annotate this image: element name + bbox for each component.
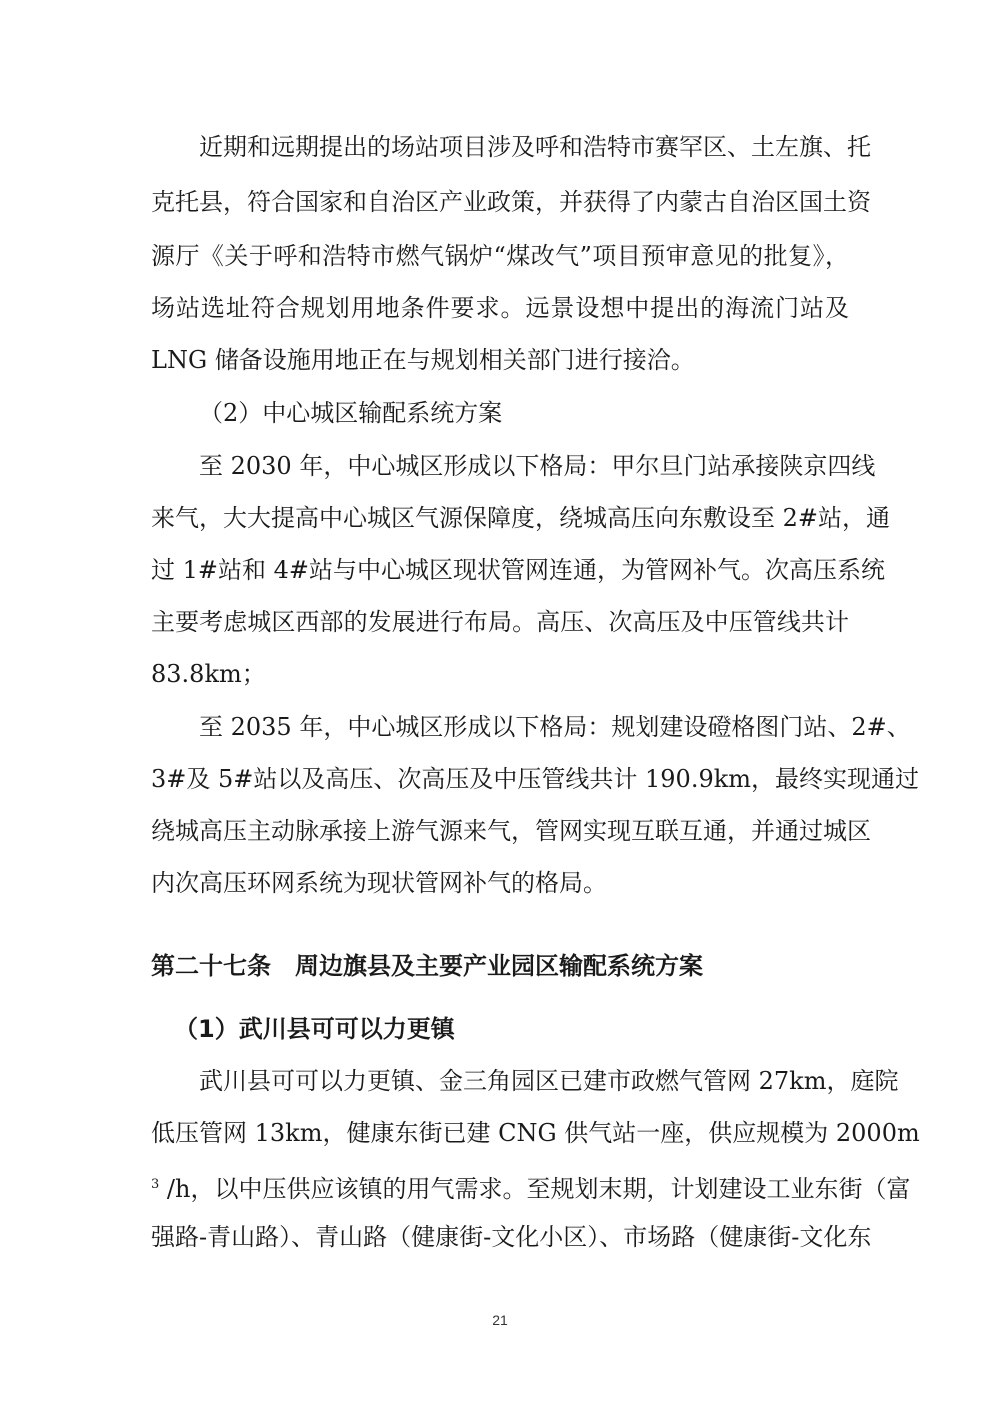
line-text: /h，以中压供应该镇的用气需求。至规划末期，计划建设工业东街（富 xyxy=(159,1175,911,1203)
paragraph-line: LNG 储备设施用地正在与规划相关部门进行接洽。 xyxy=(151,346,695,374)
paragraph-line: 至 2030 年，中心城区形成以下格局：甲尔旦门站承接陕京四线 xyxy=(199,452,876,480)
paragraph-line: 近期和远期提出的场站项目涉及呼和浩特市赛罕区、土左旗、托 xyxy=(199,133,871,161)
paragraph-line: 源厅《关于呼和浩特市燃气锅炉“煤改气”项目预审意见的批复》， xyxy=(151,242,849,270)
paragraph-line xyxy=(151,1169,911,1205)
paragraph-line: 至 2035 年，中心城区形成以下格局：规划建设磴格图门站、2#、 xyxy=(199,713,911,741)
section-heading: 第二十七条 周边旗县及主要产业园区输配系统方案 xyxy=(151,952,703,980)
subheading: （2）中心城区输配系统方案 xyxy=(199,399,503,427)
subheading: （1）武川县可可以力更镇 xyxy=(174,1015,455,1043)
superscript: 3 xyxy=(151,1177,160,1192)
paragraph-line: 3#及 5#站以及高压、次高压及中压管线共计 190.9km，最终实现通过 xyxy=(151,765,920,793)
paragraph-line: 来气，大大提高中心城区气源保障度，绕城高压向东敷设至 2#站，通 xyxy=(151,504,891,532)
paragraph-line: 主要考虑城区西部的发展进行布局。高压、次高压及中压管线共计 xyxy=(151,608,849,636)
paragraph-line: 克托县，符合国家和自治区产业政策，并获得了内蒙古自治区国土资 xyxy=(151,188,871,216)
paragraph-line: 场站选址符合规划用地条件要求。远景设想中提出的海流门站及 xyxy=(151,294,849,322)
paragraph-line: 强路-青山路）、青山路（健康街-文化小区）、市场路（健康街-文化东 xyxy=(151,1223,872,1251)
paragraph-line: 武川县可可以力更镇、金三角园区已建市政燃气管网 27km，庭院 xyxy=(199,1067,899,1095)
paragraph-line: 内次高压环网系统为现状管网补气的格局。 xyxy=(151,869,607,897)
paragraph-line: 83.8km； xyxy=(151,660,266,688)
paragraph-line: 低压管网 13km，健康东街已建 CNG 供气站一座，供应规模为 2000m xyxy=(151,1119,920,1147)
page-number: 21 xyxy=(492,1312,508,1328)
paragraph-line: 绕城高压主动脉承接上游气源来气，管网实现互联互通，并通过城区 xyxy=(151,817,871,845)
paragraph-line: 过 1#站和 4#站与中心城区现状管网连通，为管网补气。次高压系统 xyxy=(151,556,886,584)
